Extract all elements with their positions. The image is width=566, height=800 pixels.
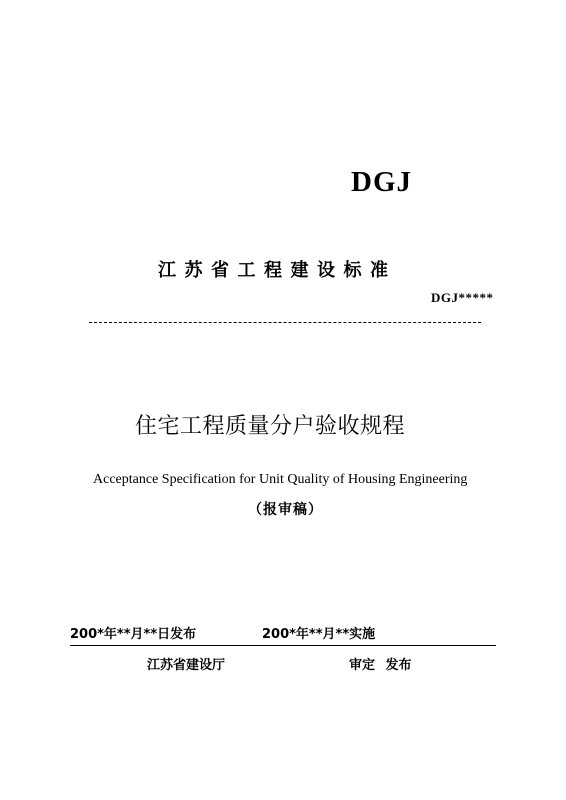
document-english-title: Acceptance Specification for Unit Quality of Housing Engineering [93, 472, 468, 487]
publish-action: 审定 发布 [349, 658, 412, 673]
standard-number: DGJ***** [431, 290, 494, 305]
standard-category-title: 江苏省工程建设标准 [158, 260, 397, 281]
footer-divider [70, 645, 496, 646]
issue-date: 200*年**月**日发布 [70, 627, 197, 642]
draft-status-note: （报审稿） [248, 502, 323, 518]
standard-code-mark: DGJ [351, 166, 412, 198]
publisher-name: 江苏省建设厅 [147, 658, 226, 673]
dashed-divider [89, 322, 481, 323]
effective-date: 200*年**月**实施 [262, 627, 376, 642]
document-title: 住宅工程质量分户验收规程 [135, 414, 406, 439]
